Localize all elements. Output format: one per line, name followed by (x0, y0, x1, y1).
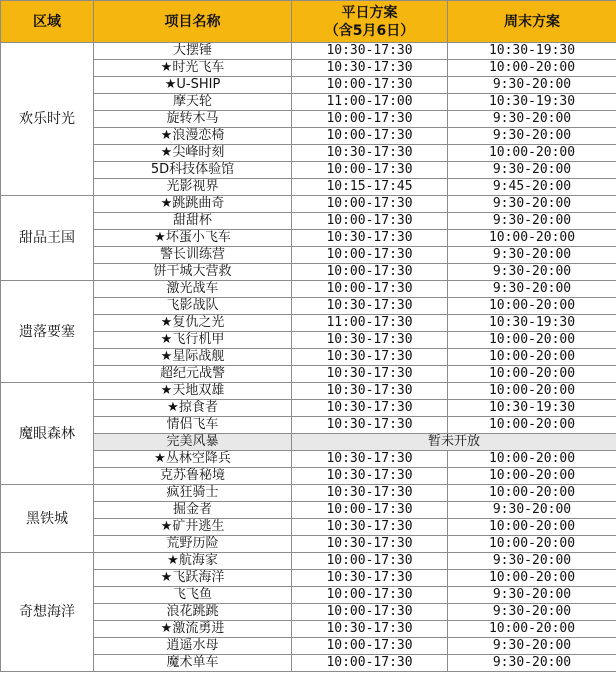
weekday-hours: 10:00-17:30 (292, 162, 448, 179)
attraction-name: 甜甜杯 (94, 213, 292, 230)
table-row (1, 451, 616, 468)
table-row (1, 60, 616, 77)
weekend-hours: 9:30-20:00 (448, 264, 616, 281)
attraction-name: 逍遥水母 (94, 638, 292, 655)
table-row (1, 604, 616, 621)
weekday-hours: 10:30-17:30 (292, 230, 448, 247)
weekend-hours: 10:00-20:00 (448, 519, 616, 536)
attraction-name: ★跳跳曲奇 (94, 196, 292, 213)
closed-status: 暂未开放 (292, 434, 616, 451)
weekday-hours: 10:00-17:30 (292, 281, 448, 298)
weekday-hours: 10:30-17:30 (292, 485, 448, 502)
weekday-hours: 10:30-17:30 (292, 536, 448, 553)
weekday-hours: 10:00-17:30 (292, 553, 448, 570)
weekday-hours: 10:00-17:30 (292, 264, 448, 281)
zone-name: 欢乐时光 (1, 43, 94, 196)
weekend-hours: 10:00-20:00 (448, 60, 616, 77)
table-row (1, 230, 616, 247)
weekend-hours: 9:30-20:00 (448, 111, 616, 128)
attraction-name: 荒野历险 (94, 536, 292, 553)
header-name: 项目名称 (94, 1, 292, 43)
attraction-name: ★激流勇进 (94, 621, 292, 638)
weekend-hours: 10:00-20:00 (448, 349, 616, 366)
table-row (1, 332, 616, 349)
weekday-hours: 10:30-17:30 (292, 43, 448, 60)
weekend-hours: 9:30-20:00 (448, 638, 616, 655)
table-row (1, 519, 616, 536)
attraction-name: ★复仇之光 (94, 315, 292, 332)
weekday-hours: 10:30-17:30 (292, 366, 448, 383)
attraction-name: ★星际战舰 (94, 349, 292, 366)
weekend-hours: 10:30-19:30 (448, 43, 616, 60)
table-row (1, 179, 616, 196)
attraction-name: 完美风暴 (94, 434, 292, 451)
table-row (1, 587, 616, 604)
table-row (1, 621, 616, 638)
weekend-hours: 9:30-20:00 (448, 77, 616, 94)
table-row (1, 570, 616, 587)
weekday-hours: 10:15-17:45 (292, 179, 448, 196)
table-row (1, 111, 616, 128)
zone-name: 遗落要塞 (1, 281, 94, 383)
attraction-name: ★U-SHIP (94, 77, 292, 94)
attraction-name: 光影视界 (94, 179, 292, 196)
weekend-hours: 9:30-20:00 (448, 162, 616, 179)
weekend-hours: 9:45-20:00 (448, 179, 616, 196)
weekend-hours: 10:00-20:00 (448, 230, 616, 247)
zone-name: 甜品王国 (1, 196, 94, 281)
zone-name: 奇想海洋 (1, 553, 94, 672)
weekend-hours: 10:00-20:00 (448, 366, 616, 383)
weekday-hours: 10:00-17:30 (292, 247, 448, 264)
weekend-hours: 9:30-20:00 (448, 281, 616, 298)
attraction-name: ★天地双雄 (94, 383, 292, 400)
table-row (1, 128, 616, 145)
table-row (1, 655, 616, 672)
attraction-name: 飞飞鱼 (94, 587, 292, 604)
attraction-name: 摩天轮 (94, 94, 292, 111)
table-row (1, 553, 616, 570)
table-row (1, 417, 616, 434)
weekend-hours: 10:30-19:30 (448, 400, 616, 417)
weekday-hours: 11:00-17:30 (292, 315, 448, 332)
attraction-name: ★丛林空降兵 (94, 451, 292, 468)
table-row (1, 213, 616, 230)
weekday-hours: 10:30-17:30 (292, 417, 448, 434)
weekday-hours: 10:00-17:30 (292, 604, 448, 621)
table-row (1, 485, 616, 502)
weekday-hours: 10:00-17:30 (292, 587, 448, 604)
attraction-name: ★尖峰时刻 (94, 145, 292, 162)
header-zone: 区域 (1, 1, 94, 43)
weekday-hours: 10:30-17:30 (292, 349, 448, 366)
header-weekend: 周末方案 (448, 1, 616, 43)
weekday-hours: 10:30-17:30 (292, 621, 448, 638)
attraction-name: 飞影战队 (94, 298, 292, 315)
table-row (1, 281, 616, 298)
weekend-hours: 9:30-20:00 (448, 128, 616, 145)
table-row (1, 196, 616, 213)
weekday-hours: 10:30-17:30 (292, 332, 448, 349)
weekend-hours: 10:00-20:00 (448, 451, 616, 468)
weekend-hours: 9:30-20:00 (448, 587, 616, 604)
weekend-hours: 9:30-20:00 (448, 655, 616, 672)
weekday-hours: 10:00-17:30 (292, 655, 448, 672)
table-row (1, 434, 616, 451)
attraction-name: 饼干城大营救 (94, 264, 292, 281)
weekday-hours: 10:30-17:30 (292, 570, 448, 587)
attraction-name: ★矿井逃生 (94, 519, 292, 536)
attraction-name: 旋转木马 (94, 111, 292, 128)
attraction-name: ★坏蛋小飞车 (94, 230, 292, 247)
table-row (1, 162, 616, 179)
table-row (1, 468, 616, 485)
weekend-hours: 10:00-20:00 (448, 298, 616, 315)
weekend-hours: 9:30-20:00 (448, 196, 616, 213)
table-row (1, 536, 616, 553)
weekday-hours: 10:00-17:30 (292, 502, 448, 519)
weekend-hours: 10:00-20:00 (448, 417, 616, 434)
weekend-hours: 10:00-20:00 (448, 570, 616, 587)
attraction-name: ★飞行机甲 (94, 332, 292, 349)
weekend-hours: 10:00-20:00 (448, 383, 616, 400)
weekend-hours: 9:30-20:00 (448, 247, 616, 264)
table-row (1, 43, 616, 60)
weekday-hours: 10:30-17:30 (292, 468, 448, 485)
weekday-hours: 10:30-17:30 (292, 383, 448, 400)
attraction-name: 激光战车 (94, 281, 292, 298)
weekday-hours: 10:30-17:30 (292, 60, 448, 77)
attraction-name: ★浪漫恋椅 (94, 128, 292, 145)
table-row (1, 298, 616, 315)
header-weekday-title: 平日方案 (341, 4, 398, 21)
header-weekday (292, 1, 448, 43)
attraction-name: ★航海家 (94, 553, 292, 570)
weekend-hours: 10:30-19:30 (448, 315, 616, 332)
table-row (1, 247, 616, 264)
attraction-name: ★时光飞车 (94, 60, 292, 77)
weekend-hours: 10:00-20:00 (448, 145, 616, 162)
table-header (1, 1, 616, 43)
table-row (1, 383, 616, 400)
weekday-hours: 11:00-17:00 (292, 94, 448, 111)
table-row (1, 638, 616, 655)
table-row (1, 145, 616, 162)
attraction-name: 疯狂骑士 (94, 485, 292, 502)
weekend-hours: 10:00-20:00 (448, 536, 616, 553)
attraction-name: 5D科技体验馆 (94, 162, 292, 179)
attraction-name: ★掠食者 (94, 400, 292, 417)
weekend-hours: 10:00-20:00 (448, 485, 616, 502)
attraction-name: 掘金者 (94, 502, 292, 519)
weekend-hours: 9:30-20:00 (448, 604, 616, 621)
weekend-hours: 9:30-20:00 (448, 502, 616, 519)
weekend-hours: 9:30-20:00 (448, 553, 616, 570)
weekend-hours: 10:00-20:00 (448, 468, 616, 485)
table-row (1, 264, 616, 281)
weekday-hours: 10:30-17:30 (292, 519, 448, 536)
table-row (1, 400, 616, 417)
attraction-name: 克苏鲁秘境 (94, 468, 292, 485)
table-body (1, 43, 616, 672)
weekday-hours: 10:30-17:30 (292, 145, 448, 162)
weekend-hours: 10:00-20:00 (448, 332, 616, 349)
table-row (1, 315, 616, 332)
zone-name: 魔眼森林 (1, 383, 94, 485)
weekend-hours: 10:30-19:30 (448, 94, 616, 111)
table-row (1, 366, 616, 383)
weekday-hours: 10:00-17:30 (292, 213, 448, 230)
weekday-hours: 10:30-17:30 (292, 451, 448, 468)
attraction-name: 情侣飞车 (94, 417, 292, 434)
weekday-hours: 10:00-17:30 (292, 196, 448, 213)
attraction-name: 警长训练营 (94, 247, 292, 264)
attraction-name: 浪花跳跳 (94, 604, 292, 621)
weekend-hours: 9:30-20:00 (448, 213, 616, 230)
table-row (1, 349, 616, 366)
weekday-hours: 10:00-17:30 (292, 77, 448, 94)
attraction-name: ★飞跃海洋 (94, 570, 292, 587)
weekday-hours: 10:00-17:30 (292, 638, 448, 655)
weekend-hours: 10:00-20:00 (448, 621, 616, 638)
zone-name: 黑铁城 (1, 485, 94, 553)
attraction-name: 大摆锤 (94, 43, 292, 60)
table-row (1, 502, 616, 519)
weekday-hours: 10:00-17:30 (292, 111, 448, 128)
weekday-hours: 10:30-17:30 (292, 298, 448, 315)
table-row (1, 77, 616, 94)
attraction-name: 超纪元战警 (94, 366, 292, 383)
weekday-hours: 10:00-17:30 (292, 128, 448, 145)
header-weekday-note: （含5月6日） (324, 22, 415, 39)
header-row (1, 1, 616, 43)
weekday-hours: 10:30-17:30 (292, 400, 448, 417)
attraction-name: 魔术单车 (94, 655, 292, 672)
table-row (1, 94, 616, 111)
